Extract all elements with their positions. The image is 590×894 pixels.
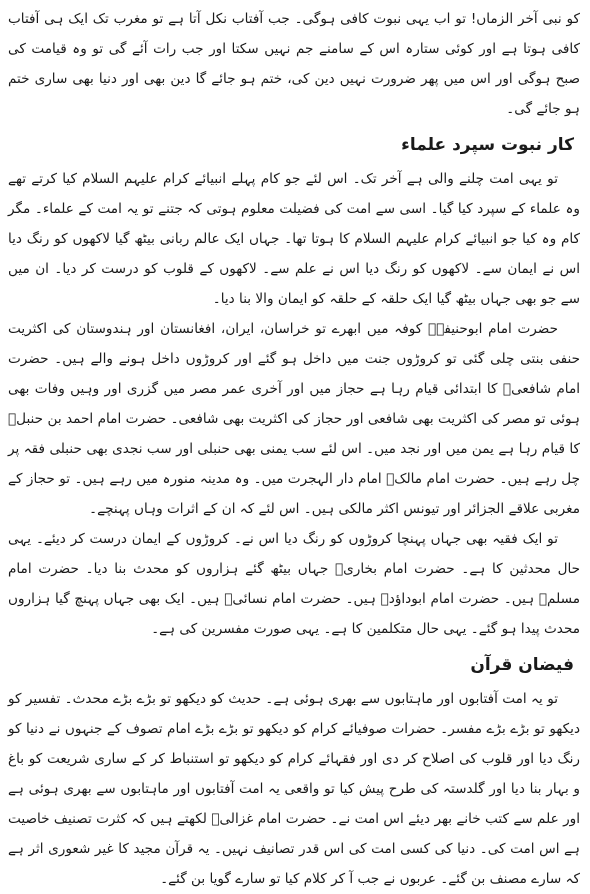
paragraph-ulama-1: تو یہی امت چلنے والی ہے آخر تک۔ اس لئے جو کام پہلے انبیائے کرام علیہم السلام کیا کرتے تھے وہ علماء کے سپرد کیا گیا۔ اسی سے امت کی فضیلت معلوم ہوتی کہ جتنے تو یہ امت کے علماء۔ مگر کام وہ کیا جو انبیائے کرام علیہم السلام کا ہوتا تھا۔ جہاں ایک عالم ربانی بیٹھ گیا لاکھوں کو رنگ دیا اس نے ایمان سے۔ لاکھوں کو رنگ دیا اس نے علم سے۔ لاکھوں کے قلوب کو درست کر دیا۔ ان میں سے جو بھی جہاں بیٹھ گیا ایک حلقہ کے حلقہ کو ایمان والا بنا دیا۔ bbox=[8, 171, 580, 307]
opening-paragraph: کو نبی آخر الزماں! تو اب یہی نبوت کافی ہوگی۔ جب آفتاب نکل آتا ہے تو مغرب تک ایک ہی آفتاب کافی ہوتا ہے اور کوئی ستارہ اس کے سامنے جم نہیں سکتا اور جب رات آئے گی تو وہ قیامت کی صبح ہوگی اور اس میں پھر ضرورت نہیں دین کی، ختم ہو جائے گا دین بھی اور دنیا بھی ساری ختم ہو جائے گی۔ bbox=[8, 11, 580, 117]
paragraph-muhaddithin: تو ایک فقیہ بھی جہاں پہنچا کروڑوں کو رنگ دیا اس نے۔ کروڑوں کے ایمان درست کر دیئے۔ یہی حال محدثین کا ہے۔ حضرت امام بخاریؒ جہاں بیٹھ گئے ہزاروں کو محدث بنا دیا۔ حضرت امام مسلمؒ ہیں۔ حضرت امام ابوداؤدؒ ہیں۔ حضرت امام نسائیؒ ہیں۔ ایک بھی جہاں پہنچ گیا ہزاروں محدث پیدا ہو گئے۔ یہی حال متکلمین کا ہے۔ یہی صورت مفسرین کی ہے۔ bbox=[8, 531, 580, 637]
paragraph-aftab-mahtab: تو یہ امت آفتابوں اور ماہتابوں سے بھری ہوئی ہے۔ حدیث کو دیکھو تو بڑے بڑے محدث۔ تفسیر کو دیکھو تو بڑے بڑے مفسر۔ حضرات صوفیائے کرام کو دیکھو تو بڑے بڑے امام تصوف کے جنہوں نے دنیا کو رنگ دیا اور قلوب کی اصلاح کر دی اور فقہائے کرام کو دیکھو تو استنباط کر کے ساری شریعت کو باغ و بہار بنا دیا اور گلدستہ کی طرح پیش کیا تو واقعی یہ امت آفتابوں اور ماہتابوں سے بھری ہوئی ہے اور علم سے کتب خانے بھر دیئے اس امت نے۔ حضرت امام غزالیؒ لکھتے ہیں کہ کثرت تصنیف خاصیت ہے اس امت کی۔ دنیا کی کسی امت کی اس قدر تصانیف نہیں۔ یہ قرآن مجید کا غیر شعوری اثر ہے کہ سارے مصنف بن گئے۔ عربوں نے جب آ کر کلام کیا تو سارے گویا بن گئے۔ bbox=[8, 691, 580, 887]
section-heading-faizan-quran: فیضان قرآن bbox=[470, 655, 574, 675]
paragraph-fuqaha: حضرت امام ابوحنیفہؒ کوفہ میں ابھرے تو خراسان، ایران، افغانستان اور ہندوستان کی اکثریت حنفی بنتی چلی گئی تو کروڑوں جنت میں داخل ہو گئے اور کروڑوں داخل ہونے والے ہیں۔ حضرت امام شافعیؒ کا ابتدائی قیام رہا ہے حجاز میں اور آخری عمر مصر میں گزری اور وہیں وفات بھی ہوئی تو مصر کی اکثریت بھی شافعی اور حجاز کی اکثریت بھی شافعی۔ حضرت امام احمد بن حنبلؒ کا قیام رہا ہے یمن میں اور نجد میں۔ اس لئے سب یمنی بھی حنبلی اور سب نجدی بھی حنبلی فقہ پر چل رہے ہیں۔ حضرت امام مالکؒ امام دار الہجرت میں۔ وہ مدینہ منورہ میں رہے ہیں۔ تو حجاز کے مغربی علاقے الجزائر اور تیونس اکثر مالکی ہیں۔ اس لئے کہ ان کے اثرات وہاں پہنچے۔ bbox=[8, 321, 580, 517]
section-heading-karnabuwat: کار نبوت سپرد علماء bbox=[401, 135, 574, 155]
